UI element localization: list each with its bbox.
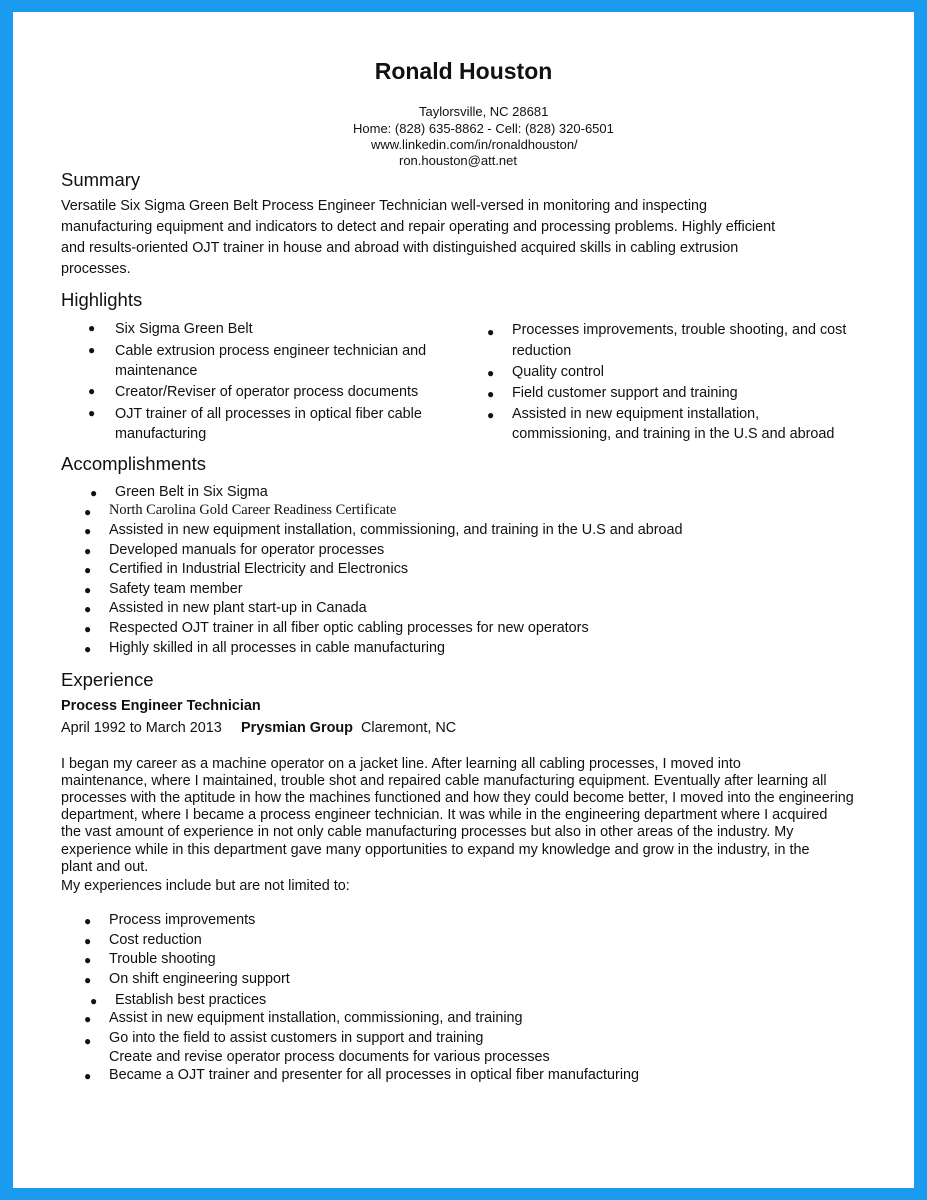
company-name: Prysmian Group [241,720,353,736]
experience-item: Create and revise operator process documents for various processes [109,1049,550,1065]
bullet-icon: ● [90,486,98,500]
bullet-icon: ● [84,914,92,928]
experience-item: Establish best practices [115,992,267,1008]
experience-item: Go into the field to assist customers in support and training [109,1030,484,1046]
highlight-item: OJT trainer of all processes in optical fiber cable [115,406,422,422]
bullet-icon: ● [88,406,96,420]
highlight-item: Creator/Reviser of operator process documents [115,384,419,400]
bullet-icon: ● [84,563,92,577]
linkedin-url: www.linkedin.com/in/ronaldhouston/ [371,137,578,152]
bullet-icon: ● [84,642,92,656]
bullet-icon: ● [84,973,92,987]
job-dates: April 1992 to March 2013 [61,720,222,736]
phone-numbers: Home: (828) 635-8862 - Cell: (828) 320-6501 [353,121,614,136]
bullet-icon: ● [84,934,92,948]
address: Taylorsville, NC 28681 [419,104,549,119]
accomplishment-item: Assisted in new equipment installation, commissioning, and training in the U.S and abroad [109,522,683,538]
accomplishment-item: Assisted in new plant start-up in Canada [109,600,367,616]
experience-paragraph-line: plant and out. [61,859,149,875]
highlight-item: Processes improvements, trouble shooting, and cost [512,322,847,338]
accomplishment-item: North Carolina Gold Career Readiness Certificate [109,502,397,518]
experience-item: Cost reduction [109,932,202,948]
summary-line: and results-oriented OJT trainer in house and abroad with distinguished acquired skills in cabling extrusion [61,240,739,256]
bullet-icon: ● [88,384,96,398]
experience-paragraph-line: I began my career as a machine operator on a jacket line. After learning all cabling processes, I moved into [61,756,741,772]
bullet-icon: ● [90,994,98,1008]
highlight-item-continued: manufacturing [115,426,207,442]
bullet-icon: ● [84,544,92,558]
summary-line: Versatile Six Sigma Green Belt Process Engineer Technician well-versed in monitoring and inspecting [61,198,708,214]
bullet-icon: ● [88,343,96,357]
highlight-item-continued: maintenance [115,363,198,379]
highlight-item: Cable extrusion process engineer technician and [115,343,427,359]
candidate-name: Ronald Houston [374,58,553,84]
bullet-icon: ● [84,953,92,967]
experience-item: Became a OJT trainer and presenter for all processes in optical fiber manufacturing [109,1067,640,1083]
experience-paragraph-line: maintenance, where I maintained, trouble shot and repaired cable manufacturing equipment. Eventually after learning all [61,773,827,789]
summary-line: processes. [61,261,131,277]
highlight-item: Six Sigma Green Belt [115,321,253,337]
experience-paragraph-line: processes with the aptitude in how the machines functioned and how they could become better, I moved into the engineering [61,790,854,806]
accomplishment-item: Safety team member [109,581,243,597]
bullet-icon: ● [84,602,92,616]
email-address: ron.houston@att.net [399,153,517,168]
experience-paragraph-line: experience while in this department gave many opportunities to expand my knowledge and grow in the industry, in the [61,842,810,858]
experience-heading: Experience [61,669,154,690]
bullet-icon: ● [84,622,92,636]
experience-item: Trouble shooting [109,951,216,967]
highlight-item: Assisted in new equipment installation, [512,406,760,422]
highlight-item: Field customer support and training [512,385,738,401]
highlights-heading: Highlights [61,289,143,310]
summary-heading: Summary [61,169,141,190]
accomplishment-item: Green Belt in Six Sigma [115,484,268,500]
job-title: Process Engineer Technician [61,698,261,714]
experience-item: Process improvements [109,912,256,928]
highlight-item-continued: commissioning, and training in the U.S and abroad [512,426,835,442]
bullet-icon: ● [84,505,92,519]
accomplishment-item: Certified in Industrial Electricity and Electronics [109,561,409,577]
highlight-item: Quality control [512,364,604,380]
bullet-icon: ● [84,1069,92,1083]
bullet-icon: ● [88,321,96,335]
bullet-icon: ● [84,1012,92,1026]
bullet-icon: ● [84,1034,92,1048]
experience-item: Assist in new equipment installation, commissioning, and training [109,1010,523,1026]
experience-paragraph-line: department, where I became a process engineer technician. It was while in the engineering department where I acquired [61,807,828,823]
experience-item: On shift engineering support [109,971,290,987]
experience-intro: My experiences include but are not limited to: [61,878,350,894]
bullet-icon: ● [487,408,495,422]
bullet-icon: ● [487,366,495,380]
summary-line: manufacturing equipment and indicators to detect and repair operating and processing problems. Highly efficient [61,219,776,235]
bullet-icon: ● [84,583,92,597]
accomplishment-item: Highly skilled in all processes in cable manufacturing [109,640,445,656]
bullet-icon: ● [487,387,495,401]
accomplishment-item: Respected OJT trainer in all fiber optic cabling processes for new operators [109,620,589,636]
highlight-item-continued: reduction [512,343,572,359]
job-location: Claremont, NC [361,720,457,736]
accomplishment-item: Developed manuals for operator processes [109,542,385,558]
accomplishments-heading: Accomplishments [61,453,206,474]
bullet-icon: ● [84,524,92,538]
bullet-icon: ● [487,325,495,339]
experience-paragraph-line: the vast amount of experience in not only cable manufacturing processes but also in other areas of the industry. My [61,824,794,840]
